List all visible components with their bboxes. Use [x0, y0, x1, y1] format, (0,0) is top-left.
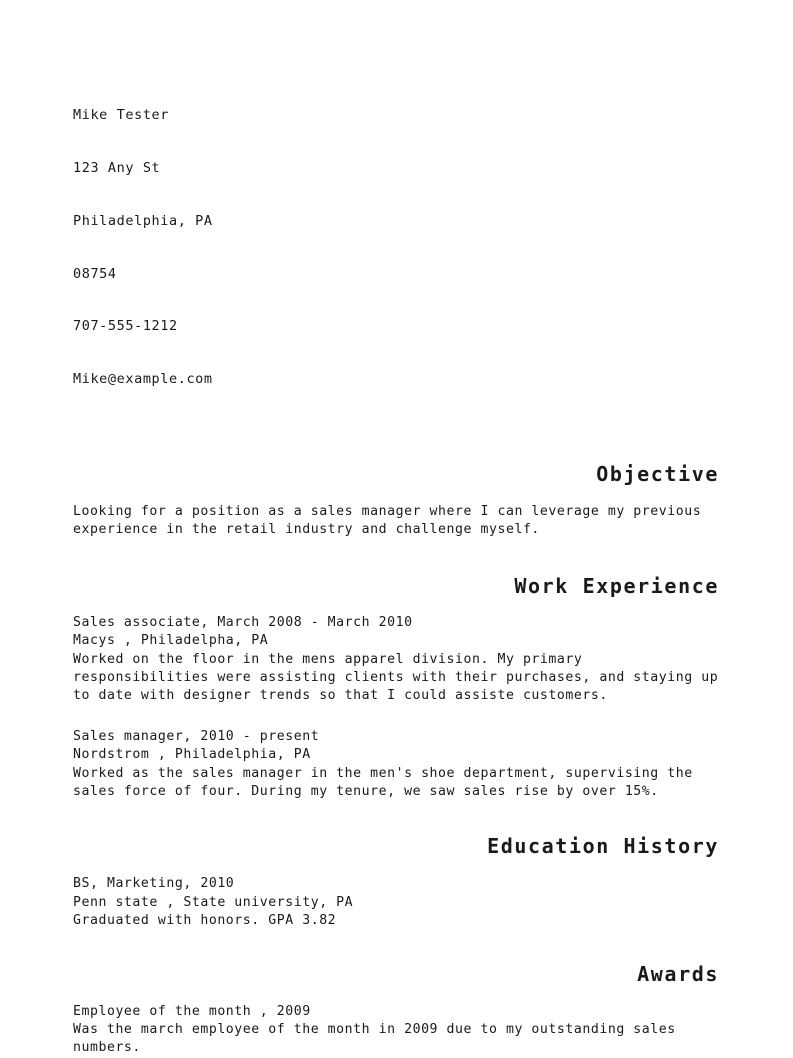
- objective-body: Looking for a position as a sales manager where I can leverage my previous experience in the retail industry and challenge myself.: [73, 503, 702, 538]
- job-entry: [73, 728, 719, 802]
- award-title: Employee of the month , 2009: [73, 1003, 311, 1019]
- education-degree: BS, Marketing, 2010: [73, 876, 235, 892]
- job-company-location: Nordstrom , Philadelphia, PA: [73, 747, 311, 763]
- award-description: Was the march employee of the month in 2009 due to my outstanding sales numbers.: [73, 1021, 685, 1056]
- phone-number: 707-555-1212: [73, 318, 178, 335]
- section-heading-objective: Objective: [596, 461, 719, 486]
- section-heading-awards: Awards: [637, 961, 719, 986]
- education-honors: Graduated with honors. GPA 3.82: [73, 913, 337, 929]
- education-school: Penn state , State university, PA: [73, 894, 354, 910]
- applicant-name: Mike Tester: [73, 107, 170, 124]
- address-zip: 08754: [73, 265, 117, 282]
- job-description: Worked on the floor in the mens apparel division. My primary responsibilities were assisting clients with their purchases, and staying up to date with designer trends so that I could assiste customers.: [73, 651, 727, 704]
- job-title-dates: Sales manager, 2010 - present: [73, 728, 320, 744]
- job-company-location: Macys , Philadelpha, PA: [73, 633, 269, 649]
- address-city-state: Philadelphia, PA: [73, 212, 213, 229]
- award-entry: [73, 1003, 719, 1058]
- section-heading-work-experience: Work Experience: [514, 573, 719, 598]
- address-street: 123 Any St: [73, 159, 161, 176]
- job-title-dates: Sales associate, March 2008 - March 2010: [73, 614, 413, 630]
- education-entry: [73, 875, 719, 930]
- contact-block: [73, 72, 719, 424]
- resume-content: [73, 72, 727, 1058]
- job-description: Worked as the sales manager in the men's shoe department, supervising the sales force of four. During my tenure, we saw sales rise by over 15%.: [73, 765, 702, 799]
- section-heading-education-history: Education History: [487, 834, 719, 859]
- email-address: Mike@example.com: [73, 371, 213, 388]
- job-entry: [73, 614, 727, 706]
